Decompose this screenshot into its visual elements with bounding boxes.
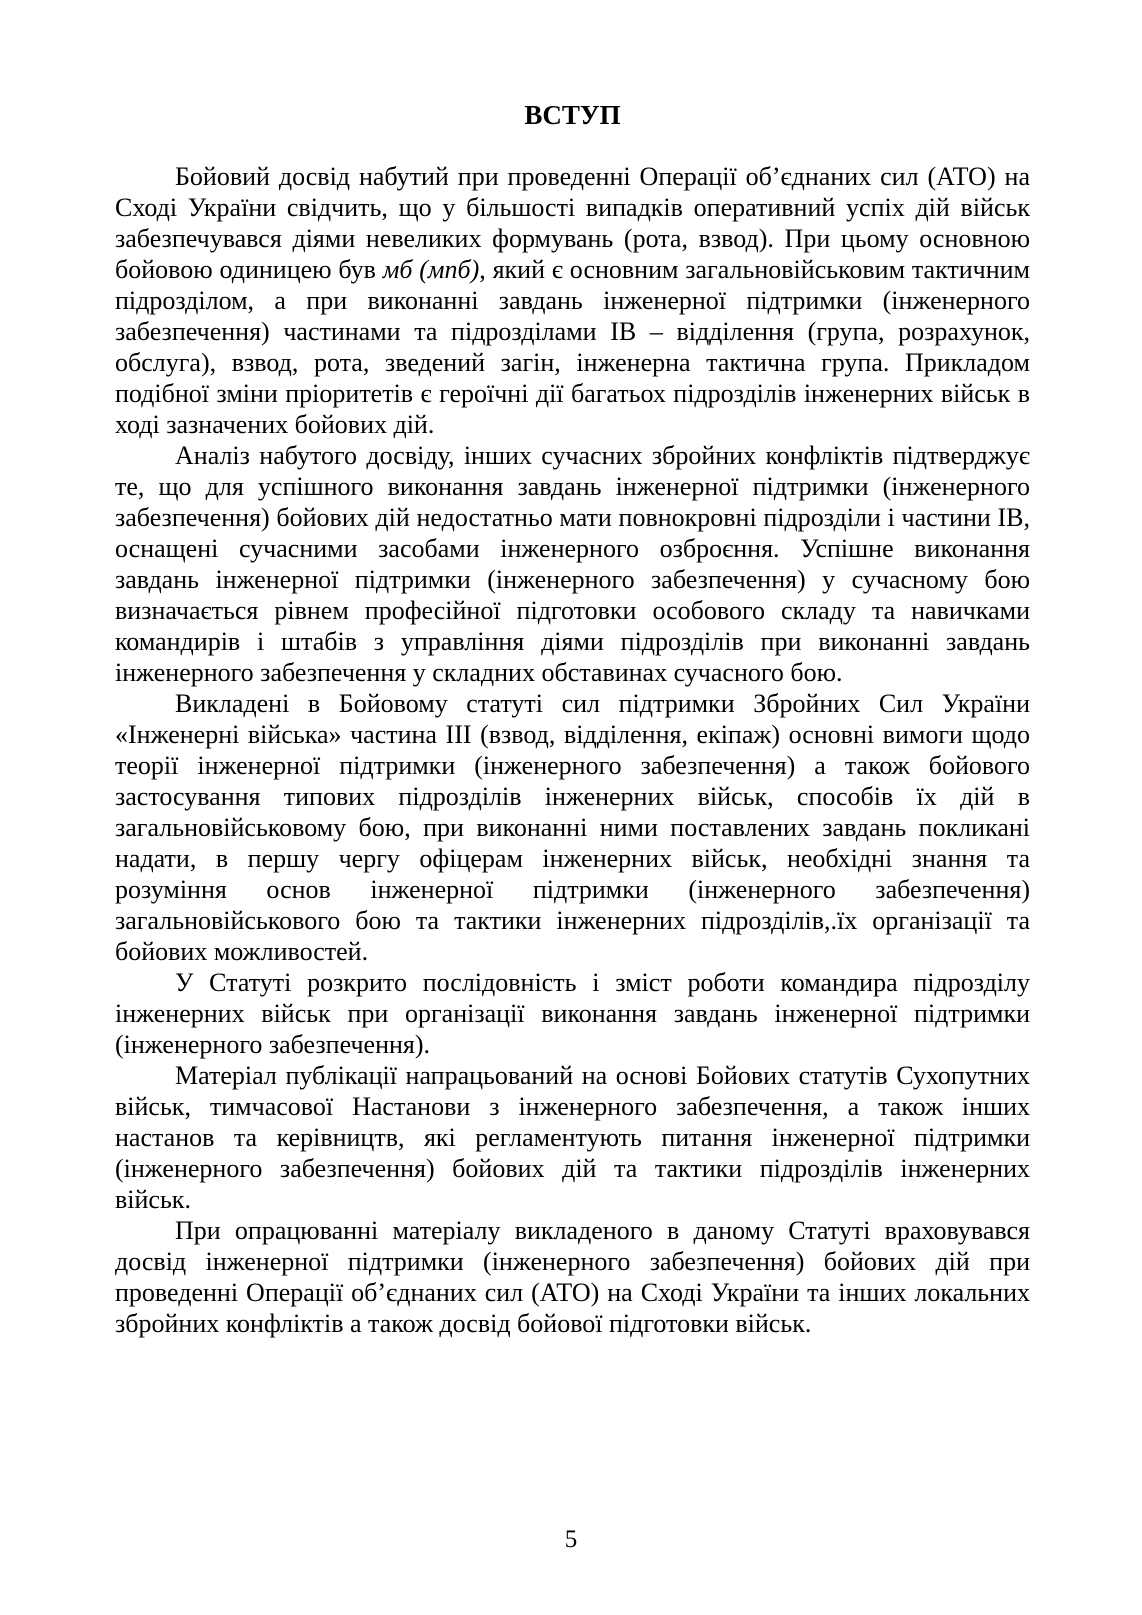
text-run: , який є основним загальновійськовим тактичним підрозділом, а при виконанні завдань інженерної підтримки (інженерного забезпечення) частинами та підрозділами ІВ – відділення (група, розрахунок, обслуга), взвод, рота, зведений загін, інженерна тактична група. Прикладом подібної зміни пріоритетів є героїчні дії багатьох підрозділів інженерних військ в ході зазначених бойових дій.: [115, 255, 1031, 439]
paragraph: [115, 440, 1030, 688]
text-run: Бойовий досвід набутий при проведенні Операції об’єднаних сил (АТО) на Сході України свідчить, що у більшості випадків оперативний успіх дій військ забезпечувався діями невеликих формувань (рота, взвод). При цьому основною бойовою одиницею був: [115, 162, 1030, 284]
text-run: У Статуті розкрито послідовність і зміст роботи командира підрозділу інженерних військ при організації виконання завдань інженерної підтримки (інженерного забезпечення).: [115, 968, 1030, 1059]
text-run: Викладені в Бойовому статуті сил підтримки Збройних Сил України «Інженерні війська» частина ІІІ (взвод, відділення, екіпаж) основні вимоги щодо теорії інженерної підтримки (інженерного забезпечення) а також бойового застосування типових підрозділів інженерних військ, способів їх дій в загальновійськовому бою, при виконанні ними поставлених завдань покликані надати, в першу чергу офіцерам інженерних військ, необхідні знання та розуміння основ інженерної підтримки (інженерного забезпечення) загальновійськового бою та тактики інженерних підрозділів,.їх організації та бойових можливостей.: [115, 689, 1030, 966]
text-run: Матеріал публікації напрацьований на основі Бойових статутів Сухопутних військ, тимчасової Настанови з інженерного забезпечення, а також інших настанов та керівництв, які регламентують питання інженерної підтримки (інженерного забезпечення) бойових дій та тактики підрозділів інженерних військ.: [115, 1061, 1030, 1214]
italic-text-run: мб (мпб): [382, 255, 480, 284]
paragraph: [115, 161, 1030, 440]
page-number: 5: [564, 1526, 578, 1553]
paragraph: [115, 967, 1030, 1060]
paragraph: [115, 1060, 1030, 1215]
text-run: Аналіз набутого досвіду, інших сучасних збройних конфліктів підтверджує те, що для успішного виконання завдань інженерної підтримки (інженерного забезпечення) бойових дій недостатньо мати повнокровні підрозділи і частини ІВ, оснащені сучасними засобами інженерного озброєння. Успішне виконання завдань інженерної підтримки (інженерного забезпечення) у сучасному бою визначається рівнем професійної підготовки особового складу та навичками командирів і штабів з управління діями підрозділів при виконанні завдань інженерного забезпечення у складних обставинах сучасного бою.: [115, 441, 1030, 687]
paragraph: [115, 1215, 1030, 1339]
paragraph: [115, 688, 1030, 967]
page-title: ВСТУП: [524, 100, 621, 130]
document-body: [115, 161, 1030, 1339]
text-run: При опрацюванні матеріалу викладеного в даному Статуті враховувався досвід інженерної підтримки (інженерного забезпечення) бойових дій при проведенні Операції об’єднаних сил (АТО) на Сході України та інших локальних збройних конфліктів а також досвід бойової підготовки військ.: [115, 1216, 1030, 1338]
